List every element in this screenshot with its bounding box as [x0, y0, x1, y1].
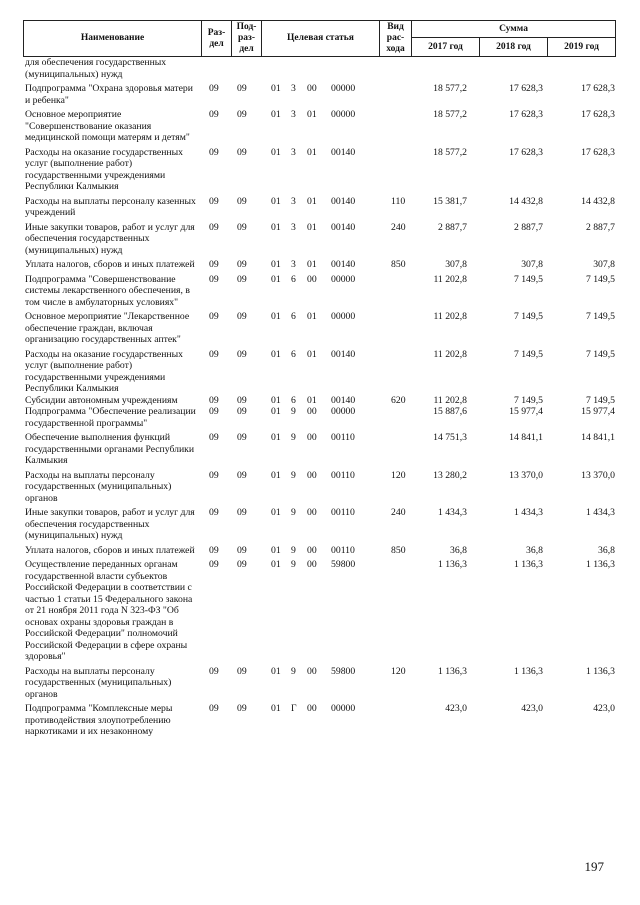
row-target-c: 01	[307, 348, 317, 360]
header-razdel: Раз- дел	[202, 21, 232, 57]
header-name: Наименование	[24, 21, 202, 57]
row-2017: 18 577,2	[433, 83, 467, 94]
row-name: Расходы на выплаты персоналу государственных (муниципальных) органов	[25, 665, 172, 700]
row-2019: 15 977,4	[581, 406, 615, 417]
table-row	[23, 666, 615, 701]
row-2019: 307,8	[593, 259, 615, 270]
row-2017: 11 202,8	[433, 394, 467, 406]
row-vid: 120	[391, 469, 406, 481]
row-2017: 13 280,2	[433, 469, 467, 481]
row-target-b: 6	[291, 394, 296, 406]
table-row	[23, 311, 615, 346]
table-row	[23, 274, 615, 309]
row-name: Обеспечение выполнения функций государственными органами Республики Калмыкия	[25, 432, 195, 466]
row-target-d: 00110	[331, 544, 355, 556]
row-target-c: 00	[307, 469, 317, 481]
row-2017: 11 202,8	[433, 273, 467, 285]
row-razdel: 09	[209, 195, 219, 207]
row-2019: 423,0	[593, 703, 615, 714]
row-name: Субсидии автономным учреждениям	[25, 394, 178, 406]
table-row	[23, 406, 615, 429]
row-target-a: 01	[271, 348, 281, 360]
row-target-d: 00140	[331, 394, 356, 406]
row-2018: 15 977,4	[509, 406, 543, 417]
row-2019: 17 628,3	[581, 146, 615, 158]
table-row	[23, 259, 615, 271]
row-podrazdel: 09	[237, 703, 247, 714]
row-target-a: 01	[271, 394, 281, 406]
row-podrazdel: 09	[237, 507, 247, 518]
row-2018: 13 370,0	[509, 469, 543, 481]
row-target-a: 01	[271, 146, 281, 158]
row-2017: 307,8	[445, 259, 467, 270]
row-name: Расходы на оказание государственных услуг (выполнение работ) государственными учреждениями Республики Калмыкия	[25, 348, 183, 394]
row-target-d: 00000	[331, 83, 356, 94]
row-target-d: 00110	[331, 507, 355, 518]
row-razdel: 09	[209, 507, 219, 518]
row-target-a: 01	[271, 507, 281, 518]
row-2018: 1 136,3	[513, 665, 543, 677]
table-row	[23, 83, 615, 106]
row-razdel: 09	[209, 432, 219, 443]
row-2017: 14 751,3	[433, 432, 467, 443]
row-razdel: 09	[209, 394, 219, 406]
header-target: Целевая статья	[262, 21, 380, 57]
row-razdel: 09	[209, 348, 219, 360]
row-target-c: 01	[307, 109, 317, 120]
row-target-a: 01	[271, 665, 281, 677]
table-row	[23, 559, 615, 663]
row-target-b: 6	[291, 273, 296, 285]
row-2019: 36,8	[598, 544, 615, 556]
row-target-a: 01	[271, 195, 281, 207]
row-target-b: 3	[291, 83, 296, 94]
row-razdel: 09	[209, 559, 219, 570]
row-2019: 7 149,5	[585, 311, 615, 322]
row-target-d: 00000	[331, 311, 356, 322]
row-name: Иные закупки товаров, работ и услуг для обеспечения государственных (муниципальных) нужд	[25, 221, 195, 256]
row-target-d: 00140	[331, 146, 356, 158]
row-razdel: 09	[209, 146, 219, 158]
table-body	[23, 57, 615, 738]
row-vid: 120	[391, 665, 406, 677]
row-target-a: 01	[271, 83, 281, 94]
row-target-a: 01	[271, 432, 281, 443]
row-2017: 18 577,2	[433, 109, 467, 120]
table-row	[23, 222, 615, 257]
row-target-a: 01	[271, 259, 281, 270]
row-2019: 13 370,0	[581, 469, 615, 481]
row-target-b: 3	[291, 195, 296, 207]
row-target-b: 6	[291, 311, 296, 322]
row-target-c: 00	[307, 83, 317, 94]
row-name: Подпрограмма "Совершенствование системы лекарственного обеспечения, в том числе в амбулаторных условиях"	[25, 273, 190, 308]
row-target-a: 01	[271, 469, 281, 481]
row-name: Расходы на оказание государственных услуг (выполнение работ) государственными учреждениями Республики Калмыкия	[25, 146, 183, 192]
header-2019: 2019 год	[548, 38, 616, 57]
row-target-b: 9	[291, 665, 296, 677]
row-target-c: 01	[307, 195, 317, 207]
row-podrazdel: 09	[237, 109, 247, 120]
table-row	[23, 395, 615, 407]
header-2018: 2018 год	[480, 38, 548, 57]
table-row	[23, 57, 615, 80]
row-vid: 850	[391, 544, 406, 556]
row-target-b: 3	[291, 259, 296, 270]
row-name: Основное мероприятие "Совершенствование оказания медицинской помощи матерям и детям"	[25, 109, 190, 143]
row-target-d: 59800	[331, 665, 356, 677]
row-razdel: 09	[209, 273, 219, 285]
row-2017: 423,0	[445, 703, 467, 714]
row-podrazdel: 09	[237, 432, 247, 443]
row-target-b: 9	[291, 544, 296, 556]
row-target-d: 59800	[331, 559, 356, 570]
row-2017: 15 887,6	[433, 406, 467, 417]
row-target-a: 01	[271, 559, 281, 570]
header-podrazdel: Под- раз- дел	[232, 21, 262, 57]
row-target-c: 00	[307, 703, 317, 714]
row-2017: 36,8	[450, 544, 467, 556]
row-target-d: 00140	[331, 195, 356, 207]
row-2018: 17 628,3	[509, 146, 543, 158]
row-razdel: 09	[209, 109, 219, 120]
row-vid: 110	[391, 195, 406, 207]
row-podrazdel: 09	[237, 273, 247, 285]
row-2018: 36,8	[526, 544, 543, 556]
row-vid: 240	[391, 221, 406, 233]
row-podrazdel: 09	[237, 348, 247, 360]
row-target-c: 01	[307, 259, 317, 270]
row-target-c: 00	[307, 432, 317, 443]
row-name: Подпрограмма "Охрана здоровья матери и ребенка"	[25, 83, 193, 106]
row-razdel: 09	[209, 703, 219, 714]
row-2019: 17 628,3	[581, 83, 615, 94]
row-razdel: 09	[209, 469, 219, 481]
row-podrazdel: 09	[237, 146, 247, 158]
row-name: Уплата налогов, сборов и иных платежей	[25, 544, 195, 556]
row-razdel: 09	[209, 665, 219, 677]
row-razdel: 09	[209, 311, 219, 322]
row-target-d: 00000	[331, 406, 356, 417]
row-target-b: 3	[291, 109, 296, 120]
row-target-c: 00	[307, 406, 317, 417]
row-2019: 14 841,1	[581, 432, 615, 443]
row-name: Подпрограмма "Комплексные меры противодействия злоупотреблению наркотиками и их незаконному	[25, 703, 173, 737]
page-number: 197	[584, 859, 604, 874]
row-name: Расходы на выплаты персоналу казенных учреждений	[25, 195, 196, 218]
table-row	[23, 703, 615, 738]
row-2018: 7 149,5	[513, 311, 543, 322]
header-sum: Сумма	[412, 21, 616, 38]
row-2018: 7 149,5	[513, 273, 543, 285]
row-name: Иные закупки товаров, работ и услуг для обеспечения государственных (муниципальных) нужд	[25, 507, 195, 541]
row-target-b: 9	[291, 432, 296, 443]
row-target-d: 00110	[331, 432, 355, 443]
row-podrazdel: 09	[237, 311, 247, 322]
row-2018: 14 432,8	[509, 195, 543, 207]
row-podrazdel: 09	[237, 559, 247, 570]
row-2018: 1 136,3	[513, 559, 543, 570]
row-podrazdel: 09	[237, 665, 247, 677]
table-row	[23, 196, 615, 219]
row-target-d: 00000	[331, 109, 356, 120]
row-2017: 15 381,7	[433, 195, 467, 207]
row-target-c: 00	[307, 559, 317, 570]
row-target-d: 00110	[331, 469, 355, 481]
row-2018: 7 149,5	[513, 348, 543, 360]
row-vid: 620	[391, 394, 406, 406]
table-row	[23, 147, 615, 193]
row-razdel: 09	[209, 544, 219, 556]
row-razdel: 09	[209, 406, 219, 417]
row-2018: 17 628,3	[509, 83, 543, 94]
row-name: Подпрограмма "Обеспечение реализации государственной программы"	[25, 406, 196, 429]
table-row	[23, 507, 615, 542]
row-target-a: 01	[271, 544, 281, 556]
row-2018: 14 841,1	[509, 432, 543, 443]
row-2018: 2 887,7	[513, 221, 543, 233]
row-podrazdel: 09	[237, 406, 247, 417]
row-target-a: 01	[271, 273, 281, 285]
row-2019: 17 628,3	[581, 109, 615, 120]
row-2018: 17 628,3	[509, 109, 543, 120]
row-razdel: 09	[209, 221, 219, 233]
row-target-d: 00140	[331, 221, 356, 233]
row-target-b: 9	[291, 469, 296, 481]
row-2018: 307,8	[521, 259, 543, 270]
table-row	[23, 470, 615, 505]
row-name: для обеспечения государственных (муниципальных) нужд	[25, 57, 167, 80]
row-name: Основное мероприятие "Лекарственное обеспечение граждан, включая организацию государственных аптек"	[25, 311, 190, 345]
row-target-d: 00000	[331, 703, 356, 714]
row-2017: 1 434,3	[437, 507, 467, 518]
row-target-a: 01	[271, 703, 281, 714]
row-2019: 7 149,5	[585, 273, 615, 285]
table-row	[23, 109, 615, 144]
row-target-b: 6	[291, 348, 296, 360]
row-target-c: 00	[307, 544, 317, 556]
row-target-d: 00140	[331, 259, 356, 270]
row-podrazdel: 09	[237, 544, 247, 556]
row-2018: 1 434,3	[513, 507, 543, 518]
row-2019: 14 432,8	[581, 195, 615, 207]
row-2017: 1 136,3	[437, 559, 467, 570]
row-name: Осуществление переданных органам государственной власти субъектов Российской Федерации в соответствии с частью 1 статьи 15 Федерального закона от 21 ноября 2011 года N 323-ФЗ "Об основах охраны здоровья граждан в Российской Федерации" полномочий Российской Федерации в сфере охраны здоровья"	[25, 559, 193, 662]
budget-table	[23, 20, 615, 738]
row-target-a: 01	[271, 311, 281, 322]
row-razdel: 09	[209, 83, 219, 94]
row-target-c: 01	[307, 221, 317, 233]
row-razdel: 09	[209, 259, 219, 270]
row-target-b: Г	[291, 703, 297, 714]
row-2019: 1 136,3	[585, 559, 615, 570]
row-2019: 1 434,3	[585, 507, 615, 518]
row-vid: 240	[391, 507, 406, 518]
row-target-c: 00	[307, 665, 317, 677]
row-2017: 11 202,8	[433, 348, 467, 360]
row-target-d: 00140	[331, 348, 356, 360]
row-2018: 423,0	[521, 703, 543, 714]
row-podrazdel: 09	[237, 83, 247, 94]
header-2017: 2017 год	[412, 38, 480, 57]
header-vid: Вид рас- хода	[380, 21, 412, 57]
row-name: Уплата налогов, сборов и иных платежей	[25, 259, 195, 270]
row-2017: 1 136,3	[437, 665, 467, 677]
row-target-b: 9	[291, 559, 296, 570]
row-target-a: 01	[271, 406, 281, 417]
row-podrazdel: 09	[237, 259, 247, 270]
row-podrazdel: 09	[237, 394, 247, 406]
row-target-a: 01	[271, 221, 281, 233]
row-target-c: 01	[307, 146, 317, 158]
row-2019: 7 149,5	[585, 394, 615, 406]
row-target-b: 9	[291, 507, 296, 518]
row-target-b: 3	[291, 146, 296, 158]
row-podrazdel: 09	[237, 195, 247, 207]
row-vid: 850	[391, 259, 406, 270]
table-row	[23, 349, 615, 395]
row-2017: 18 577,2	[433, 146, 467, 158]
row-2019: 2 887,7	[585, 221, 615, 233]
row-target-c: 00	[307, 273, 317, 285]
table-header	[23, 20, 616, 57]
row-target-c: 00	[307, 507, 317, 518]
row-target-b: 9	[291, 406, 296, 417]
row-target-c: 01	[307, 311, 317, 322]
row-2019: 7 149,5	[585, 348, 615, 360]
row-2019: 1 136,3	[585, 665, 615, 677]
row-2017: 11 202,8	[433, 311, 467, 322]
row-podrazdel: 09	[237, 221, 247, 233]
row-podrazdel: 09	[237, 469, 247, 481]
row-2017: 2 887,7	[437, 221, 467, 233]
row-2018: 7 149,5	[513, 394, 543, 406]
row-target-a: 01	[271, 109, 281, 120]
row-target-c: 01	[307, 394, 317, 406]
row-target-b: 3	[291, 221, 296, 233]
table-row	[23, 545, 615, 557]
row-name: Расходы на выплаты персоналу государственных (муниципальных) органов	[25, 469, 172, 504]
row-target-d: 00000	[331, 273, 356, 285]
table-row	[23, 432, 615, 467]
